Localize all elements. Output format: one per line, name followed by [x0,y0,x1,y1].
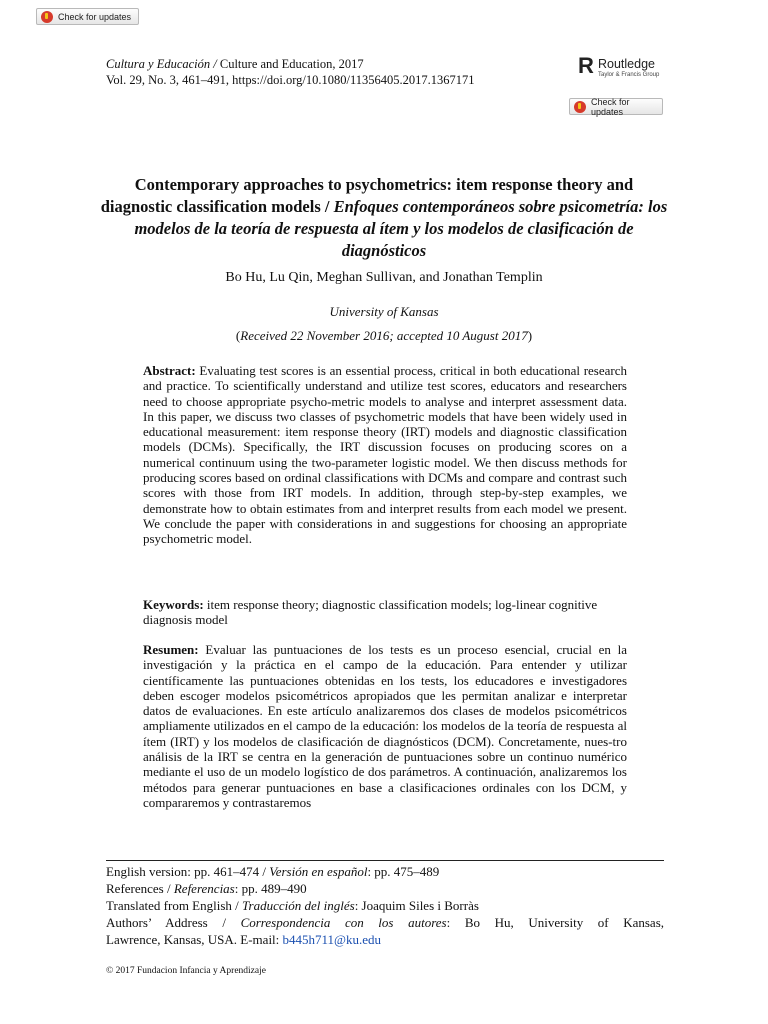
check-for-updates-label: Check for updates [591,96,630,117]
resumen-block [143,642,627,838]
address-rest: : Bo Hu, University of Kansas, [446,915,665,930]
abstract-text: Evaluating test scores is an essential process, critical in both educational research and practice. To scientifically understand and utilize test scores, educators and researchers need to choose appropriate psycho-metric models to analyse and interpret assessment data. In this paper, we discuss two classes of psychometric models that have been widely used in educational measurement: item response theory (IRT) models and diagnostic classification models (DCMs). Specifically, the IRT discussion focuses on producing scores on a numerical continuum using the two-parameter logistic model. We then discuss methods for producing scores based on ordinal classifications with DCMs and compare and contrast such scores with those from IRT models. In addition, through step-by-step examples, we demonstrate how to obtain estimates from and interpret results from each model we present. We conclude the paper with considerations in and suggestions for choosing an appropriate psychometric model. [143,363,628,547]
english-version: English version: pp. 461–474 / [106,864,266,879]
footnote-address [106,914,664,931]
version-es-pages: : pp. 475–489 [367,864,440,879]
affiliation: University of Kansas [329,304,439,319]
footnote-rule [106,860,664,861]
copyright: © 2017 Fundacion Infancia y Aprendizaje [106,966,266,976]
resumen-label: Resumen: [143,642,199,657]
journal-name-italic: Cultura y Educación / [106,57,217,71]
abstract-label: Abstract: [143,363,196,378]
received-close-paren: ) [527,328,533,343]
translator: : Joaquim Siles i Borràs [354,898,479,913]
keywords-label: Keywords: [143,597,204,612]
publisher-sub: Taylor & Francis Group [598,71,660,78]
referencias-pages: : pp. 489–490 [234,881,307,896]
footnote-translation [106,897,664,914]
crossmark-icon [574,101,586,113]
referencias-label: Referencias [173,881,235,896]
traduccion-label: Traducción del inglés [242,898,355,913]
check-for-updates-label: Check for updates [58,11,132,22]
received-dates [100,328,668,344]
publisher-name: Routledge [598,56,655,71]
footnote-references [106,880,664,897]
journal-name-rest: Culture and Education, 2017 [216,57,364,71]
received-open-paren: ( [235,328,241,343]
footnotes [106,863,664,948]
authors-address: Authors’ Address / [106,915,226,930]
check-for-updates-button-top[interactable] [36,8,139,25]
address-line2: Lawrence, Kansas, USA. E-mail: [106,932,280,947]
footnote-address-line2 [106,931,664,948]
footnote-english-version [106,863,664,880]
abstract-block [143,363,627,547]
check-for-updates-button-right[interactable] [569,98,663,115]
version-es-label: Versión en español [269,864,368,879]
resumen-text: Evaluar las puntuaciones de los tests es un proceso esencial, crucial en la investigación y la práctica en el campo de la educación. Para entender y utilizar científicamente las puntuaciones obtenidas en los tests, los educadores e investigadores deben escoger modelos psicométricos apropiados que les permitan analizar e interpretar datos de evaluaciones. En este artículo analizaremos dos clases de modelos psicométricos ampliamente utilizados en el campo de la educación: los modelos de la teoría de respuesta al ítem (IRT) y los modelos de clasificación de diagnósticos (DCM). Concretamente, nues-tro análisis de la IRT se centra en la generación de puntuaciones sobre un continuo numérico mediante el uso de un modelo logístico de dos parámetros. A continuación, analizaremos los métodos para generar puntuaciones en base a clasificaciones ordinales con los DCM, y compararemos y contrastaremos [143,642,627,810]
routledge-icon [578,56,592,80]
author-list: Bo Hu, Lu Qin, Meghan Sullivan, and Jonathan Templin [225,270,543,285]
references: References / [106,881,171,896]
crossmark-icon [41,11,53,23]
keywords-text: item response theory; diagnostic classification models; log-linear cognitive diagnosis model [143,597,598,628]
title-english: Contemporary approaches to psychometrics: item response theory and diagnostic classification models / [100,175,634,216]
received-text: Received 22 November 2016; accepted 10 August 2017 [240,328,528,343]
correspondencia-label: Correspondencia con los autores [240,915,447,930]
publisher-logo [578,56,659,80]
email-link[interactable]: b445h711@ku.edu [282,932,382,947]
article-title [100,174,668,262]
volume-doi-line: Vol. 29, No. 3, 461–491, https://doi.org/10.1080/11356405.2017.1367171 [106,73,475,87]
translated: Translated from English / [106,898,239,913]
keywords-block [143,597,627,628]
journal-header [106,56,475,88]
title-spanish: Enfoques contemporáneos sobre psicometría: los modelos de la teoría de respuesta al ítem y los modelos de clasificación de diagnósticos [134,197,668,260]
